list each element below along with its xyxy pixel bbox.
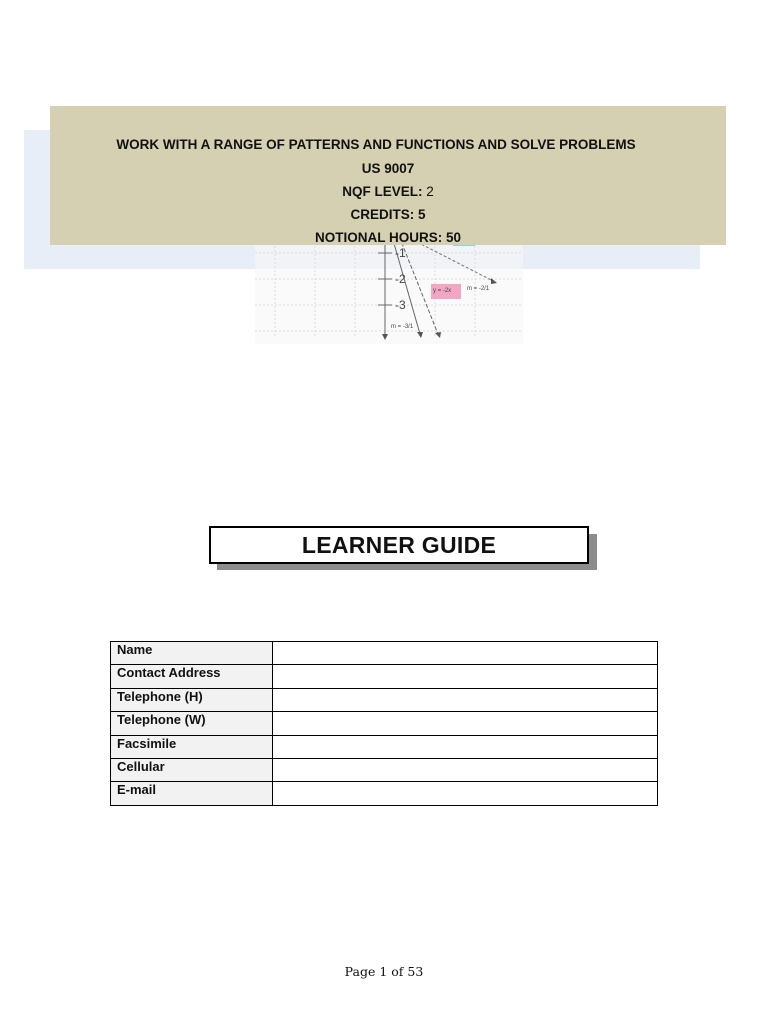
slope-label: m = -3/1: [391, 324, 414, 330]
slope-label: m = -2/1: [467, 286, 490, 292]
table-row: [111, 712, 658, 735]
table-row: [111, 642, 658, 665]
tick-label: -2: [395, 272, 406, 286]
field-label: Name: [111, 642, 273, 665]
table-row: [111, 782, 658, 805]
table-row: [111, 758, 658, 781]
field-label: Contact Address: [111, 665, 273, 688]
nqf-value: 2: [426, 184, 434, 199]
learner-details-table: [110, 641, 658, 806]
field-label: Facsimile: [111, 735, 273, 758]
field-label: Telephone (H): [111, 688, 273, 711]
tick-label: -3: [395, 298, 406, 312]
table-row: [111, 735, 658, 758]
nqf-level: [50, 184, 726, 200]
notional-hours: NOTIONAL HOURS: 50: [314, 230, 461, 245]
table-row: [111, 688, 658, 711]
equation-label: y = -2x: [433, 288, 452, 294]
field-label: Telephone (W): [111, 712, 273, 735]
telephone-work-field[interactable]: [273, 712, 658, 735]
table-row: [111, 665, 658, 688]
title-header-box: [50, 106, 726, 245]
nqf-label: NQF LEVEL:: [342, 184, 423, 199]
field-label: Cellular: [111, 758, 273, 781]
page-number: Page 1 of 53: [344, 964, 424, 979]
cellular-field[interactable]: [273, 758, 658, 781]
learner-guide-heading: LEARNER GUIDE: [209, 526, 589, 564]
contact-address-field[interactable]: [273, 665, 658, 688]
tick-label: -1: [395, 246, 406, 260]
document-title: WORK WITH A RANGE OF PATTERNS AND FUNCTIONS AND SOLVE PROBLEMS: [116, 137, 636, 152]
telephone-home-field[interactable]: [273, 688, 658, 711]
facsimile-field[interactable]: [273, 735, 658, 758]
unit-standard: US 9007: [361, 161, 415, 176]
email-field[interactable]: [273, 782, 658, 805]
field-label: E-mail: [111, 782, 273, 805]
name-field[interactable]: [273, 642, 658, 665]
credits: CREDITS: 5: [350, 207, 426, 222]
